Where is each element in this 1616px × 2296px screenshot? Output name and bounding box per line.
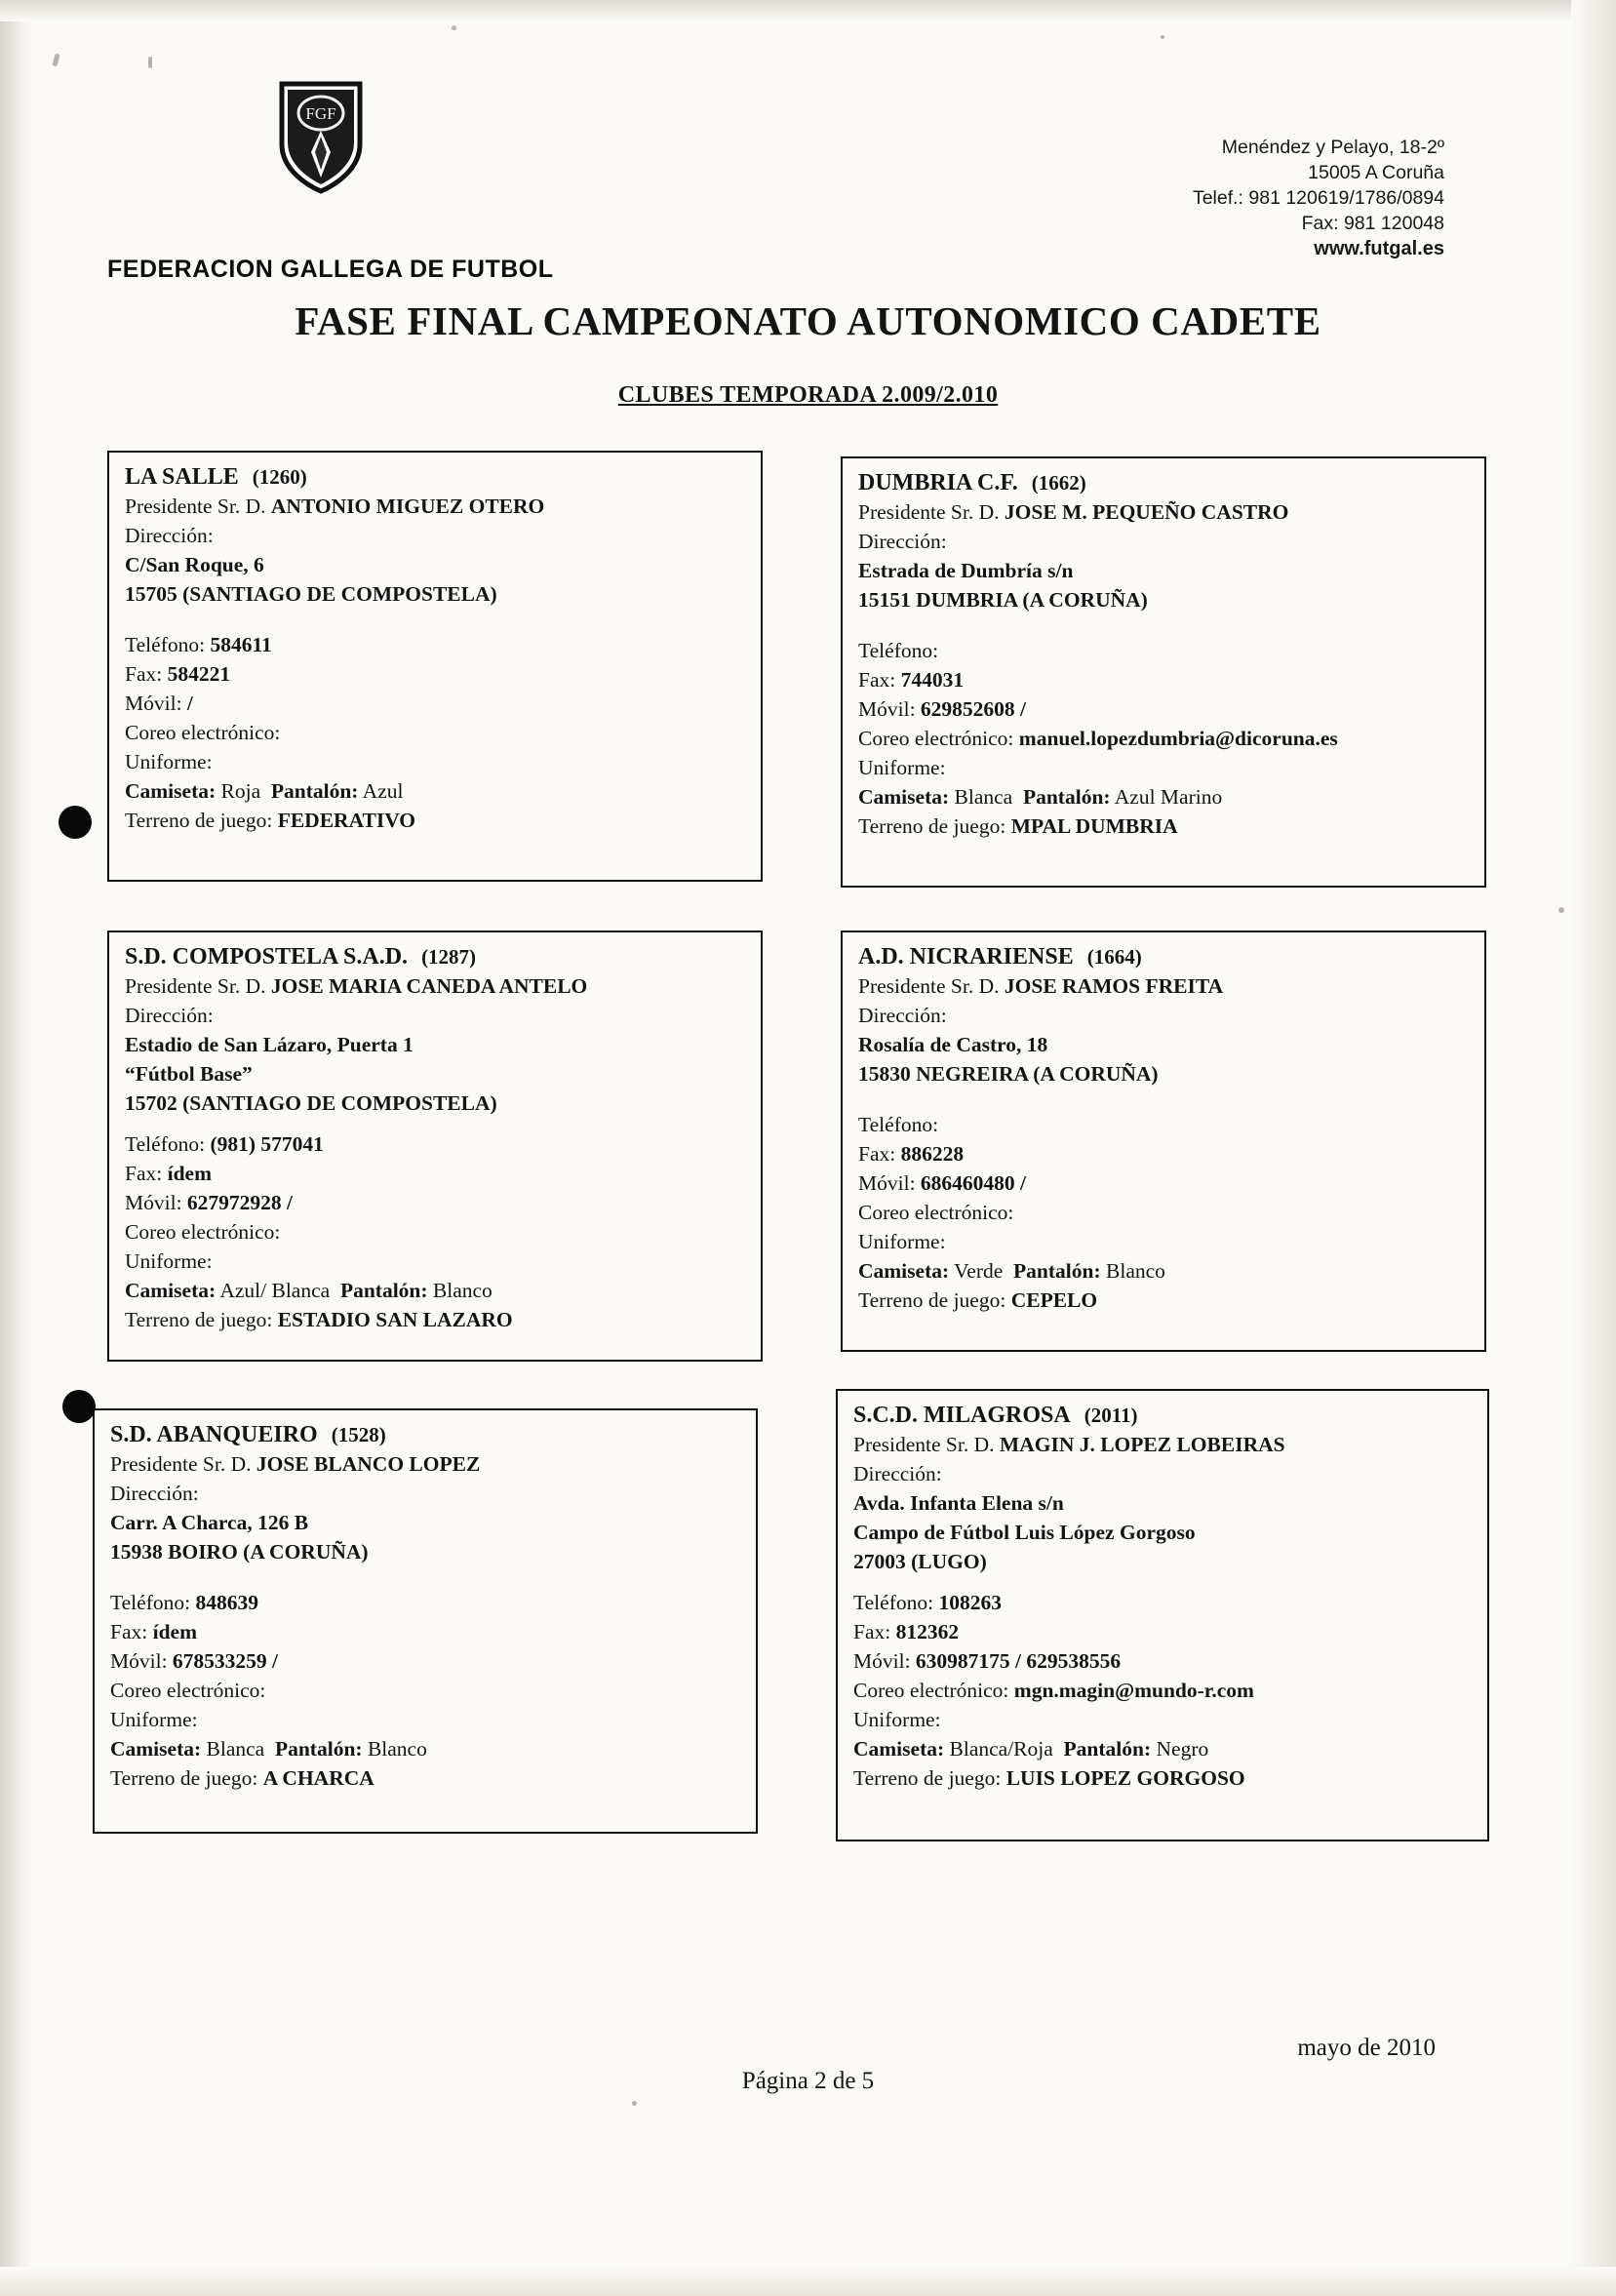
spacer: [858, 1089, 1471, 1110]
club-name-line: [125, 942, 747, 971]
fax-line: [858, 1139, 1471, 1168]
address-line: Rosalía de Castro, 18: [858, 1033, 1048, 1056]
phone-line: [110, 1588, 742, 1617]
club-code: (2011): [1084, 1404, 1138, 1427]
scan-speck: [1558, 907, 1564, 913]
email-value[interactable]: mgn.magin@mundo-r.com: [1013, 1679, 1254, 1702]
club-code: (1260): [252, 465, 307, 489]
shorts-value: Blanco: [1106, 1259, 1165, 1283]
address-line: C/San Roque, 6: [125, 553, 264, 576]
mobile-line: [858, 1168, 1471, 1198]
field-value: MPAL DUMBRIA: [1010, 814, 1178, 838]
email-value[interactable]: manuel.lopezdumbria@dicoruna.es: [1018, 727, 1338, 750]
field-label: Terreno de juego:: [858, 814, 1006, 838]
email-line: [125, 1217, 747, 1247]
field-label: Terreno de juego:: [858, 1288, 1006, 1312]
mobile-value: 630987175 / 629538556: [915, 1649, 1122, 1673]
address-line: 15151 DUMBRIA (A CORUÑA): [858, 588, 1148, 612]
mobile-line: [125, 689, 747, 718]
uniform-line: [110, 1734, 742, 1763]
uniform-label: Uniforme:: [858, 1230, 946, 1253]
shorts-label: Pantalón:: [1022, 785, 1111, 809]
scan-speck: [52, 54, 59, 67]
address-line: Avda. Infanta Elena s/n: [853, 1491, 1064, 1515]
fax-value: 744031: [900, 668, 965, 692]
shirt-value: Azul/ Blanca: [219, 1279, 331, 1302]
mobile-label: Móvil:: [858, 1171, 916, 1195]
shorts-value: Blanco: [367, 1737, 427, 1761]
address-label: Dirección:: [110, 1482, 199, 1505]
scan-speck: [452, 25, 456, 30]
fax-label: Fax:: [853, 1620, 891, 1643]
club-president-line: [853, 1430, 1474, 1459]
club-card: [107, 451, 763, 882]
address-line: 27003 (LUGO): [853, 1550, 987, 1573]
club-name: LA SALLE: [125, 464, 239, 490]
club-name-line: [858, 942, 1471, 971]
fax-line: [853, 1617, 1474, 1646]
phone-value: (981) 577041: [210, 1132, 324, 1156]
mobile-label: Móvil:: [125, 1191, 182, 1214]
president-name: JOSE MARIA CANEDA ANTELO: [270, 974, 588, 998]
address-line: 15005 A Coruña: [1308, 162, 1444, 183]
club-president-line: [125, 971, 747, 1001]
address-line: Estrada de Dumbría s/n: [858, 559, 1074, 582]
shirt-label: Camiseta:: [125, 1279, 217, 1302]
address-label: Dirección:: [858, 530, 947, 553]
email-label: Coreo electrónico:: [125, 721, 281, 744]
scan-speck: [1161, 35, 1164, 39]
fax-value: 812362: [895, 1620, 960, 1643]
uniform-line: [858, 1256, 1471, 1286]
field-line: [125, 806, 747, 835]
uniform-label: Uniforme:: [125, 1249, 213, 1273]
club-code: (1664): [1086, 945, 1142, 969]
hole-punch-mark: [59, 806, 92, 839]
shorts-label: Pantalón:: [339, 1279, 428, 1302]
scan-edge-bottom: [0, 2267, 1616, 2296]
club-name-line: [853, 1401, 1474, 1430]
phone-label: Teléfono:: [110, 1591, 191, 1614]
field-line: [125, 1305, 747, 1334]
email-label: Coreo electrónico:: [853, 1679, 1009, 1702]
shirt-label: Camiseta:: [125, 779, 217, 803]
club-president-line: [125, 492, 747, 521]
fax-label: Fax:: [858, 668, 896, 692]
mobile-value: 627972928 /: [186, 1191, 294, 1214]
uniform-line: [858, 782, 1471, 812]
spacer: [858, 614, 1471, 636]
shirt-value: Roja: [220, 779, 261, 803]
phone-value: 108263: [938, 1591, 1002, 1614]
club-president-line: [858, 971, 1471, 1001]
email-line: [858, 724, 1471, 753]
uniform-line: [125, 776, 747, 806]
phone-line: [125, 1129, 747, 1159]
page-title: FASE FINAL CAMPEONATO AUTONOMICO CADETE: [295, 298, 1321, 343]
mobile-value: 686460480 /: [920, 1171, 1027, 1195]
email-line: [125, 718, 747, 747]
field-line: [853, 1763, 1474, 1793]
phone-line: [853, 1588, 1474, 1617]
mobile-value: 629852608 /: [920, 697, 1027, 721]
uniform-label: Uniforme:: [853, 1708, 941, 1731]
fax-line: [110, 1617, 742, 1646]
club-name: A.D. NICRARIENSE: [858, 944, 1074, 970]
address-label: Dirección:: [125, 524, 214, 547]
phone-label: Teléfono:: [853, 1591, 934, 1614]
mobile-label: Móvil:: [125, 692, 182, 715]
mobile-line: [853, 1646, 1474, 1676]
address-label: Dirección:: [125, 1004, 214, 1027]
document-date: mayo de 2010: [1297, 2035, 1436, 2061]
svg-text:FGF: FGF: [305, 104, 336, 123]
fax-value: 886228: [900, 1142, 965, 1166]
fax-label: Fax:: [125, 662, 163, 686]
club-name-line: [110, 1420, 742, 1449]
field-value: A CHARCA: [262, 1766, 374, 1790]
address-label: Dirección:: [858, 1004, 947, 1027]
phone-label: Teléfono:: [125, 633, 206, 656]
field-line: [858, 812, 1471, 841]
shirt-value: Blanca: [206, 1737, 265, 1761]
address-line: “Fútbol Base”: [125, 1062, 253, 1086]
email-label: Coreo electrónico:: [110, 1679, 266, 1702]
uniform-line: [125, 1276, 747, 1305]
shirt-label: Camiseta:: [858, 1259, 950, 1283]
shorts-label: Pantalón:: [270, 779, 359, 803]
president-name: ANTONIO MIGUEZ OTERO: [270, 495, 545, 518]
shirt-value: Verde: [954, 1259, 1004, 1283]
president-label: Presidente Sr. D.: [853, 1433, 995, 1456]
fax-line: [858, 665, 1471, 694]
uniform-line: [853, 1734, 1474, 1763]
club-president-line: [110, 1449, 742, 1479]
field-label: Terreno de juego:: [110, 1766, 258, 1790]
shorts-value: Blanco: [432, 1279, 493, 1302]
fax-value: ídem: [152, 1620, 197, 1643]
club-code: (1662): [1031, 471, 1086, 495]
email-line: [858, 1198, 1471, 1227]
shirt-label: Camiseta:: [853, 1737, 945, 1761]
president-name: MAGIN J. LOPEZ LOBEIRAS: [999, 1433, 1285, 1456]
spacer: [125, 1118, 747, 1129]
shorts-value: Azul Marino: [1114, 785, 1223, 809]
scan-edge-top: [0, 0, 1616, 21]
email-label: Coreo electrónico:: [858, 1201, 1014, 1224]
shorts-label: Pantalón:: [1013, 1259, 1101, 1283]
club-name: DUMBRIA C.F.: [858, 470, 1018, 495]
shorts-value: Azul: [362, 779, 404, 803]
mobile-label: Móvil:: [853, 1649, 911, 1673]
scan-speck: [148, 57, 152, 68]
president-name: JOSE M. PEQUEÑO CASTRO: [1004, 500, 1289, 524]
club-code: (1287): [421, 945, 477, 969]
shirt-value: Blanca/Roja: [949, 1737, 1053, 1761]
phone-label: Teléfono:: [858, 639, 939, 662]
page-subtitle: CLUBES TEMPORADA 2.009/2.010: [617, 382, 999, 408]
spacer: [110, 1566, 742, 1588]
phone-value: 584611: [210, 633, 272, 656]
address-line: Fax: 981 120048: [1301, 213, 1444, 234]
mobile-label: Móvil:: [858, 697, 916, 721]
address-label: Dirección:: [853, 1462, 942, 1485]
fax-label: Fax:: [858, 1142, 896, 1166]
field-label: Terreno de juego:: [125, 809, 273, 832]
mobile-line: [125, 1188, 747, 1217]
shirt-value: Blanca: [954, 785, 1013, 809]
field-value: LUIS LOPEZ GORGOSO: [1005, 1766, 1245, 1790]
shorts-value: Negro: [1156, 1737, 1209, 1761]
email-label: Coreo electrónico:: [858, 727, 1014, 750]
club-name: S.D. COMPOSTELA S.A.D.: [125, 944, 409, 970]
page-number: Página 2 de 5: [741, 2068, 875, 2094]
shorts-label: Pantalón:: [274, 1737, 363, 1761]
club-name: S.D. ABANQUEIRO: [110, 1422, 318, 1447]
club-card: [107, 930, 763, 1362]
fax-line: [125, 1159, 747, 1188]
mobile-label: Móvil:: [110, 1649, 168, 1673]
president-label: Presidente Sr. D.: [125, 495, 266, 518]
phone-label: Teléfono:: [858, 1113, 939, 1136]
club-card: [841, 930, 1486, 1352]
shirt-label: Camiseta:: [110, 1737, 202, 1761]
scan-edge-right: [1571, 0, 1616, 2296]
fax-value: ídem: [167, 1162, 212, 1185]
uniform-label: Uniforme:: [110, 1708, 198, 1731]
club-code: (1528): [331, 1423, 386, 1446]
club-name-line: [858, 468, 1471, 497]
address-line: 15705 (SANTIAGO DE COMPOSTELA): [125, 582, 497, 606]
club-card: [93, 1408, 758, 1834]
club-president-line: [858, 497, 1471, 527]
email-line: [853, 1676, 1474, 1705]
mobile-value: /: [186, 692, 193, 715]
president-name: JOSE RAMOS FREITA: [1004, 974, 1224, 998]
president-label: Presidente Sr. D.: [858, 500, 1000, 524]
scan-edge-left: [0, 0, 33, 2296]
fax-line: [125, 659, 747, 689]
field-value: FEDERATIVO: [277, 809, 416, 832]
address-line: Menéndez y Pelayo, 18-2º: [1221, 137, 1444, 158]
mobile-line: [110, 1646, 742, 1676]
uniform-label: Uniforme:: [125, 750, 213, 773]
shorts-label: Pantalón:: [1063, 1737, 1152, 1761]
club-name: S.C.D. MILAGROSA: [853, 1403, 1071, 1428]
club-name-line: [125, 462, 747, 492]
field-line: [110, 1763, 742, 1793]
fax-value: 584221: [167, 662, 231, 686]
spacer: [125, 609, 747, 630]
field-value: CEPELO: [1010, 1288, 1098, 1312]
phone-line: [858, 636, 1471, 665]
address-line: Estadio de San Lázaro, Puerta 1: [125, 1033, 414, 1056]
mobile-value: 678533259 /: [172, 1649, 279, 1673]
website-link[interactable]: www.futgal.es: [1314, 238, 1444, 259]
email-line: [110, 1676, 742, 1705]
address-line: 15702 (SANTIAGO DE COMPOSTELA): [125, 1091, 497, 1115]
mobile-line: [858, 694, 1471, 724]
president-name: JOSE BLANCO LOPEZ: [256, 1452, 481, 1476]
president-label: Presidente Sr. D.: [125, 974, 266, 998]
hole-punch-mark: [62, 1390, 96, 1423]
shirt-label: Camiseta:: [858, 785, 950, 809]
field-label: Terreno de juego:: [125, 1308, 273, 1331]
president-label: Presidente Sr. D.: [110, 1452, 252, 1476]
uniform-label: Uniforme:: [858, 756, 946, 779]
club-card: [836, 1389, 1489, 1841]
phone-value: 848639: [195, 1591, 258, 1614]
address-line: 15830 NEGREIRA (A CORUÑA): [858, 1062, 1159, 1086]
address-line: 15938 BOIRO (A CORUÑA): [110, 1540, 369, 1564]
spacer: [853, 1576, 1474, 1588]
phone-label: Teléfono:: [125, 1132, 206, 1156]
field-value: ESTADIO SAN LAZARO: [277, 1308, 513, 1331]
club-card: [841, 456, 1486, 888]
email-label: Coreo electrónico:: [125, 1220, 281, 1244]
fax-label: Fax:: [110, 1620, 148, 1643]
phone-line: [125, 630, 747, 659]
field-line: [858, 1286, 1471, 1315]
federation-name: FEDERACION GALLEGA DE FUTBOL: [107, 256, 554, 283]
federation-address-block: [1193, 135, 1444, 261]
address-line: Carr. A Charca, 126 B: [110, 1511, 309, 1534]
federation-crest-icon: [276, 80, 366, 195]
phone-line: [858, 1110, 1471, 1139]
address-line: Campo de Fútbol Luis López Gorgoso: [853, 1521, 1196, 1544]
president-label: Presidente Sr. D.: [858, 974, 1000, 998]
scan-speck: [632, 2101, 637, 2106]
address-line: Telef.: 981 120619/1786/0894: [1192, 187, 1444, 209]
fax-label: Fax:: [125, 1162, 163, 1185]
field-label: Terreno de juego:: [853, 1766, 1002, 1790]
